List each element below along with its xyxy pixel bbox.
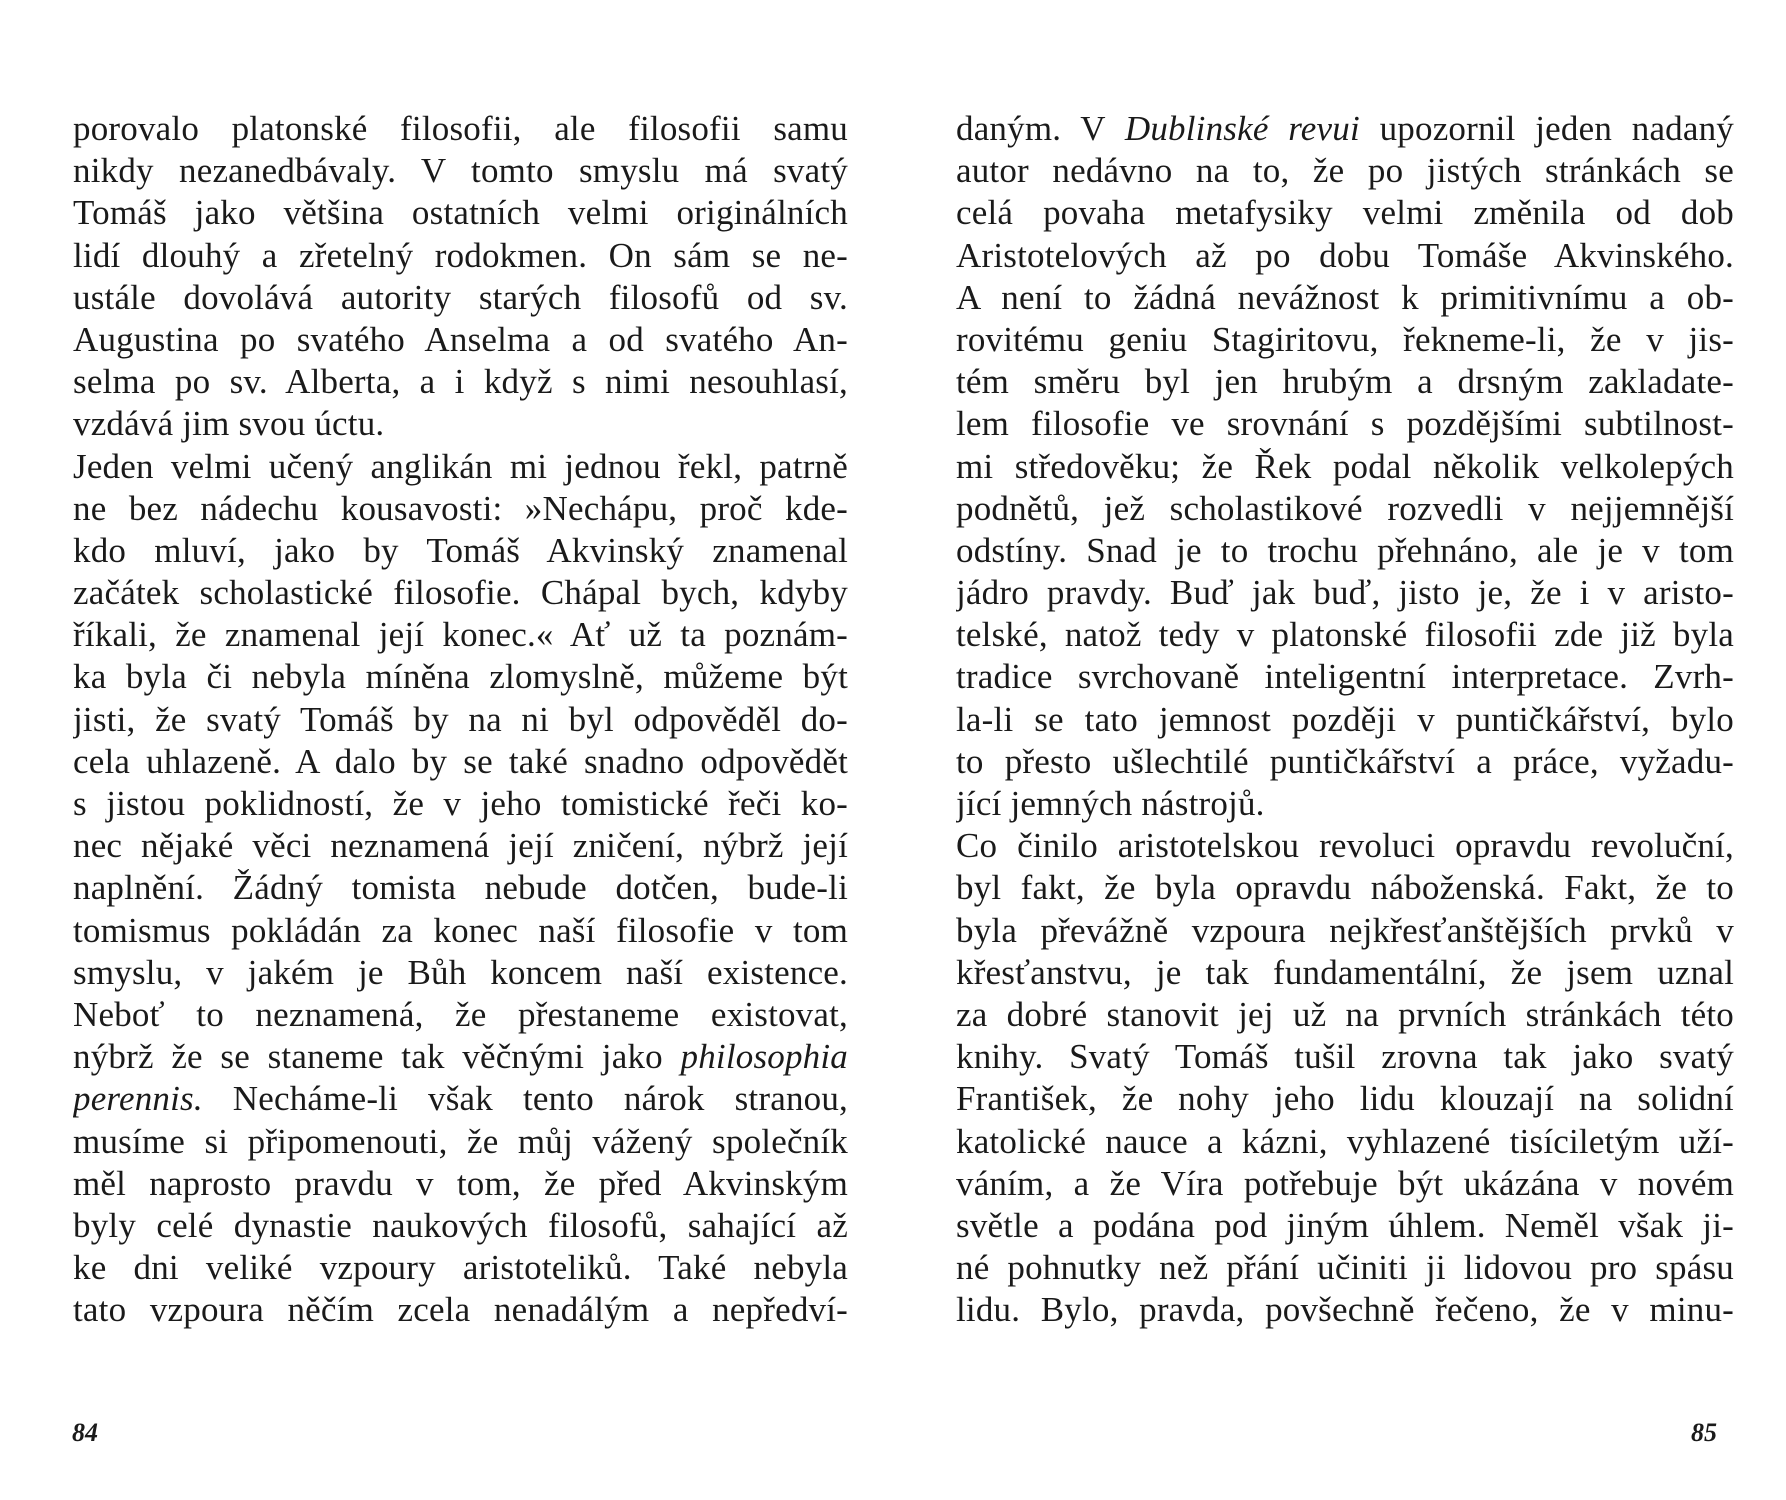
- text-line: cela uhlazeně. A dalo by se také snadno odpovědět: [73, 741, 848, 781]
- text-line: vzdává jim svou úctu.: [73, 404, 385, 444]
- text-line: celá povaha metafysiky velmi změnila od dob: [956, 193, 1734, 233]
- page-number: 85: [1691, 1418, 1717, 1447]
- text-line: začátek scholastické filosofie. Chápal bych, kdyby: [73, 573, 848, 613]
- text-line: tato vzpoura něčím zcela nenadálým a nepředví-: [73, 1290, 848, 1330]
- text-span: nýbrž že se staneme tak věčnými jako: [73, 1037, 681, 1077]
- text-line: František, že nohy jeho lidu klouzají na solidní: [956, 1079, 1734, 1119]
- text-line: tradice svrchovaně inteligentní interpretace. Zvrh-: [956, 657, 1734, 697]
- text-line: to přesto ušlechtilé puntičkářství a práce, vyžadu-: [956, 741, 1734, 781]
- text-line: podnětů, jež scholastikové rozvedli v nejjemnější: [956, 488, 1734, 528]
- text-line: jisti, že svatý Tomáš by na ni byl odpověděl do-: [73, 699, 848, 739]
- text-line: musíme si připomenouti, že můj vážený společník: [73, 1121, 848, 1161]
- text-line: knihy. Svatý Tomáš tušil zrovna tak jako svatý: [956, 1037, 1734, 1077]
- text-line: lidí dlouhý a zřetelný rodokmen. On sám se ne-: [73, 235, 848, 275]
- text-line: selma po sv. Alberta, a i když s nimi nesouhlasí,: [73, 362, 848, 402]
- text-line: Aristotelových až po dobu Tomáše Akvinského.: [956, 235, 1734, 275]
- text-line: ne bez nádechu kousavosti: »Nechápu, proč kde-: [73, 488, 848, 528]
- text-line: kdo mluví, jako by Tomáš Akvinský znamenal: [73, 530, 848, 570]
- text-line: né pohnutky než přání učiniti ji lidovou pro spásu: [956, 1248, 1734, 1288]
- text-line: odstíny. Snad je to trochu přehnáno, ale je v tom: [956, 530, 1734, 570]
- italic-term: perennis.: [73, 1079, 203, 1119]
- text-line: la-li se tato jemnost později v puntičkářství, bylo: [956, 699, 1734, 739]
- text-line: Co činilo aristotelskou revoluci opravdu revoluční,: [956, 826, 1734, 866]
- text-line: Neboť to neznamená, že přestaneme existovat,: [73, 994, 848, 1034]
- text-line: váním, a že Víra potřebuje být ukázána v novém: [956, 1163, 1734, 1203]
- italic-term: philosophia: [680, 1037, 848, 1077]
- text-line: za dobré stanovit jej už na prvních stránkách této: [956, 994, 1734, 1034]
- text-line: ustále dovolává autority starých filosofů od sv.: [73, 277, 848, 317]
- text-line: byly celé dynastie naukových filosofů, sahající až: [73, 1205, 848, 1245]
- text-span: Necháme-li však tento nárok stranou,: [202, 1079, 848, 1119]
- text-line-mixed: [73, 1036, 848, 1078]
- text-line: říkali, že znamenal její konec.« Ať už ta poznám-: [73, 615, 848, 655]
- text-line: mi středověku; že Řek podal několik velkolepých: [956, 446, 1734, 486]
- text-line: tém směru byl jen hrubým a drsným zakladate-: [956, 362, 1734, 402]
- text-line: telské, natož tedy v platonské filosofii zde již byla: [956, 615, 1734, 655]
- text-line: Tomáš jako většina ostatních velmi originálních: [73, 193, 848, 233]
- italic-term: Dublinské revui: [1124, 109, 1360, 148]
- text-line-mixed: [73, 1078, 848, 1120]
- text-line: jádro pravdy. Buď jak buď, jisto je, že i v aristo-: [956, 573, 1734, 613]
- text-line: katolické nauce a kázni, vyhlazené tisíciletým uží-: [956, 1121, 1734, 1161]
- left-page-text: [73, 108, 848, 1331]
- text-line: rovitému geniu Stagiritovu, řekneme-li, že v jis-: [956, 319, 1734, 359]
- text-line: jící jemných nástrojů.: [956, 784, 1265, 823]
- text-line: nec nějaké věci neznamená její zničení, nýbrž její: [73, 826, 848, 866]
- text-line: lem filosofie ve srovnání s pozdějšími subtilnost-: [956, 404, 1734, 444]
- text-line: byla převážně vzpoura nejkřesťanštějších prvků v: [956, 910, 1734, 950]
- text-line: nikdy nezanedbávaly. V tomto smyslu má svatý: [73, 151, 848, 191]
- text-line: světle a podána pod jiným úhlem. Neměl však ji-: [956, 1205, 1734, 1245]
- text-line: lidu. Bylo, pravda, povšechně řečeno, že v minu-: [956, 1290, 1734, 1330]
- text-line-mixed: [956, 108, 1734, 150]
- text-line: ke dni veliké vzpoury aristoteliků. Také nebyla: [73, 1248, 848, 1288]
- right-page-text: [956, 108, 1734, 1331]
- text-line: ka byla či nebyla míněna zlomyslně, můžeme být: [73, 657, 848, 697]
- text-line: s jistou poklidností, že v jeho tomistické řeči ko-: [73, 784, 848, 823]
- text-line: tomismus pokládán za konec naší filosofie v tom: [73, 910, 848, 950]
- text-line: Augustina po svatého Anselma a od svatého An-: [73, 319, 848, 359]
- text-line: porovalo platonské filosofii, ale filosofii samu: [73, 109, 848, 148]
- page-number: 84: [72, 1418, 98, 1447]
- text-span: daným. V: [956, 109, 1125, 148]
- text-line: byl fakt, že byla opravdu náboženská. Fakt, že to: [956, 868, 1734, 908]
- text-line: smyslu, v jakém je Bůh koncem naší existence.: [73, 952, 848, 992]
- text-line: naplnění. Žádný tomista nebude dotčen, bude-li: [73, 868, 848, 908]
- text-line: křesťanstvu, je tak fundamentální, že jsem uznal: [956, 952, 1734, 992]
- right-page: [893, 0, 1786, 1500]
- text-line: autor nedávno na to, že po jistých stránkách se: [956, 151, 1734, 191]
- text-line: Jeden velmi učený anglikán mi jednou řekl, patrně: [73, 446, 848, 486]
- text-span: upozornil jeden nadaný: [1359, 109, 1734, 148]
- text-line: měl naprosto pravdu v tom, že před Akvinským: [73, 1163, 848, 1203]
- text-line: A není to žádná nevážnost k primitivnímu a ob-: [956, 277, 1734, 317]
